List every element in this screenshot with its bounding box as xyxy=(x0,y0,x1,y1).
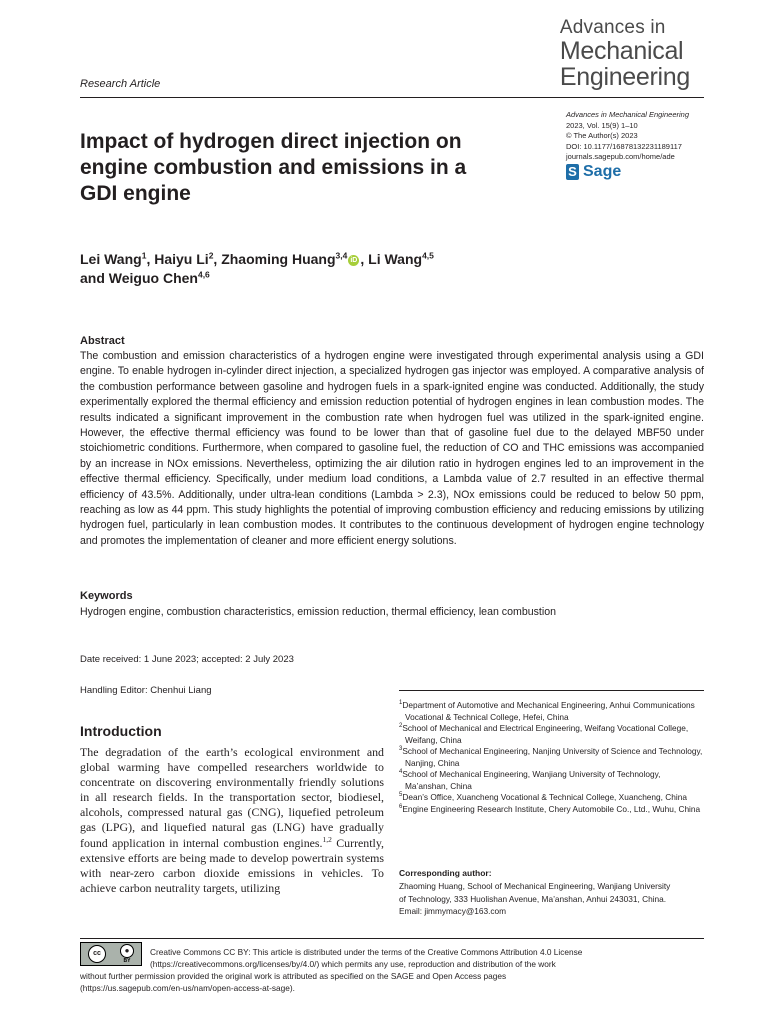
author-affil-sup: 4,5 xyxy=(422,250,434,261)
meta-url[interactable]: journals.sagepub.com/home/ade xyxy=(566,152,675,161)
license-line: without further permission provided the original work is attributed as specified on the SAGE and Open Access pages xyxy=(80,971,507,981)
author-name[interactable]: Weiguo Chen xyxy=(108,270,198,286)
affiliation-text: Department of Automotive and Mechanical Engineering, Anhui Communications Vocational & Technical College, Hefei, China xyxy=(402,700,695,722)
cc-icon: cc xyxy=(88,945,106,963)
corresponding-line: of Technology, 333 Huolishan Avenue, Ma’anshan, Anhui 243031, China. xyxy=(399,893,667,904)
introduction-heading: Introduction xyxy=(80,723,162,739)
introduction-text xyxy=(80,745,384,896)
affiliation-sup: 5 xyxy=(399,792,403,799)
orcid-icon[interactable]: iD xyxy=(350,256,358,264)
meta-journal-name: Advances in Mechanical Engineering xyxy=(566,110,689,119)
header-rule xyxy=(80,97,704,98)
footer-rule xyxy=(80,938,704,939)
affiliation-text: School of Mechanical and Electrical Engineering, Weifang Vocational College, Weifang, China xyxy=(402,723,689,745)
author-name[interactable]: Haiyu Li xyxy=(154,251,209,267)
affiliation-item xyxy=(399,769,704,792)
author-name[interactable]: Li Wang xyxy=(368,251,423,267)
keywords-heading: Keywords xyxy=(80,590,133,602)
author-list: Lei Wang$^1$, Haiyu Li$^2$, Zhaoming Huang$^{3,4}$ iD , Li Wang$^{4,5}$ and Weiguo Chen$^{4,6}$ xyxy=(80,250,434,286)
abstract-heading: Abstract xyxy=(80,335,125,347)
affiliation-text: Dean’s Office, Xuancheng Vocational & Technical College, Xuancheng, China xyxy=(402,792,687,802)
journal-brand-line1: Advances in xyxy=(559,17,666,38)
person-icon: ● xyxy=(120,944,134,958)
affiliation-item xyxy=(399,746,704,769)
license-line: Creative Commons CC BY: This article is distributed under the terms of the Creative Commons Attribution 4.0 License xyxy=(150,947,583,957)
handling-editor: Handling Editor: Chenhui Liang xyxy=(80,685,212,696)
author-affil-sup: 1 xyxy=(141,250,147,261)
meta-doi[interactable]: DOI: 10.1177/16878132231189117 xyxy=(566,141,682,151)
corresponding-author-details xyxy=(399,880,709,918)
by-label: BY xyxy=(123,958,131,964)
affiliation-rule xyxy=(399,690,704,691)
abstract-text: The combustion and emission characteristics of a hydrogen engine were investigated through experimental analysis using a GDI engine. To enable hydrogen in-cylinder direct injection, a specialized hydrogen gas injector was employed. A comparative analysis of the combustion performance between gasoline and hydrogen fuels in a spark-ignited engine was conducted. Additionally, the study experimentally explored the thermal efficiency and emission reduction potential of hydrogen engines in lean combustion modes. The results indicated a significant improvement in the combustion rate when hydrogen fuel was utilized in the spark-ignited engine. However, the effective thermal efficiency was found to be lower than that of gasoline fuel due to the delayed MBF50 under stoichiometric conditions. Furthermore, when compared to gasoline fuel, the reduction of CO and THC emissions was accompanied by an increase in NOx emissions. Nevertheless, optimizing the air dilution ratio in hydrogen engines led to an improvement in the effective thermal efficiency. Specifically, under medium load conditions, a Lambda value of 2.7 resulted in an effective thermal efficiency of 43.5%. Additionally, under ultra-lean conditions (Lambda > 2.3), NOx emissions could be reduced to below 50 ppm, reaching as low as 44 ppm. This study highlights the potential of improving combustion efficiency and reducing emissions by utilizing hydrogen fuel, particularly in lean combustion modes. It contributes to the continuous development of hydrogen engine technology and promotes the implementation of cleaner and more efficient energy solutions. xyxy=(80,350,704,547)
citation-ref[interactable]: 1,2 xyxy=(322,834,332,844)
affiliation-text: Engine Engineering Research Institute, Chery Automobile Co., Ltd., Wuhu, China xyxy=(402,803,701,814)
corresponding-line: Zhaoming Huang, School of Mechanical Engineering, Wanjiang University xyxy=(399,881,671,891)
publisher-logo xyxy=(566,163,621,181)
affiliation-item xyxy=(399,792,704,804)
article-title: Impact of hydrogen direct injection on engine combustion and emissions in a GDI engine xyxy=(80,130,467,205)
journal-brand xyxy=(560,18,690,90)
license-text-bottom xyxy=(80,970,710,994)
intro-text-part: Currently, extensive efforts are being made to develop powertrain systems with near-zero carbon dioxide emissions in vehicles. To achieve carbon neutrality targets, utilizing xyxy=(80,835,384,895)
author-affil-sup: 3,4 xyxy=(335,250,348,261)
affiliation-text: School of Mechanical Engineering, Nanjing University of Science and Technology, Nanjing, China xyxy=(402,746,703,768)
corresponding-author-heading: Corresponding author: xyxy=(399,868,492,878)
affiliation-list xyxy=(399,700,704,815)
author-affil-sup: 4,6 xyxy=(197,269,210,280)
author-conjunction: and xyxy=(80,270,109,286)
affiliation-sup: 3 xyxy=(399,746,403,753)
journal-meta xyxy=(566,110,689,163)
intro-text-part: The degradation of the earth’s ecological environment and global warming have compelled researchers worldwide to concentrate on discovering environmentally friendly solutions in all research fields. In the transportation sector, biodiesel, alcohols, compressed natural gas (CNG), liquefied petroleum gas (LPG), and liquefied natural gas (LNG) have gradually found application in internal combustion engines. xyxy=(80,745,384,850)
affiliation-text: School of Mechanical Engineering, Wanjiang University of Technology, Ma’anshan, China xyxy=(402,769,661,791)
author-name[interactable]: Lei Wang xyxy=(80,251,142,267)
affiliation-sup: 6 xyxy=(399,803,403,810)
author-name[interactable]: Zhaoming Huang xyxy=(221,251,336,267)
article-type: Research Article xyxy=(80,78,161,90)
meta-volume: 2023, Vol. 15(9) 1–10 xyxy=(566,120,638,130)
journal-brand-line2: Mechanical xyxy=(559,37,684,65)
sage-s-icon: S xyxy=(566,164,579,180)
keywords-text: Hydrogen engine, combustion characteristics, emission reduction, thermal efficiency, lean combustion xyxy=(80,606,556,618)
author-affil-sup: 2 xyxy=(208,250,214,261)
corresponding-email[interactable]: Email: jimmymacy@163.com xyxy=(399,906,507,916)
affiliation-sup: 2 xyxy=(399,723,403,730)
affiliation-item xyxy=(399,723,704,746)
license-line[interactable]: (https://us.sagepub.com/en-us/nam/open-access-at-sage). xyxy=(80,983,295,993)
date-received: Date received: 1 June 2023; accepted: 2 July 2023 xyxy=(80,654,294,665)
license-line[interactable]: (https://creativecommons.org/licenses/by/4.0/) which permits any use, reproduction and distribution of the work xyxy=(150,959,556,969)
publisher-name: Sage xyxy=(583,163,622,180)
cc-by-badge-icon[interactable] xyxy=(80,942,142,966)
journal-brand-line3: Engineering xyxy=(559,63,690,91)
affiliation-item xyxy=(399,804,704,816)
license-text-top xyxy=(150,946,710,970)
affiliation-sup: 1 xyxy=(399,700,403,707)
meta-copyright: © The Author(s) 2023 xyxy=(566,131,638,140)
affiliation-sup: 4 xyxy=(399,769,403,776)
affiliation-item xyxy=(399,700,704,723)
by-icon-group xyxy=(120,944,134,964)
